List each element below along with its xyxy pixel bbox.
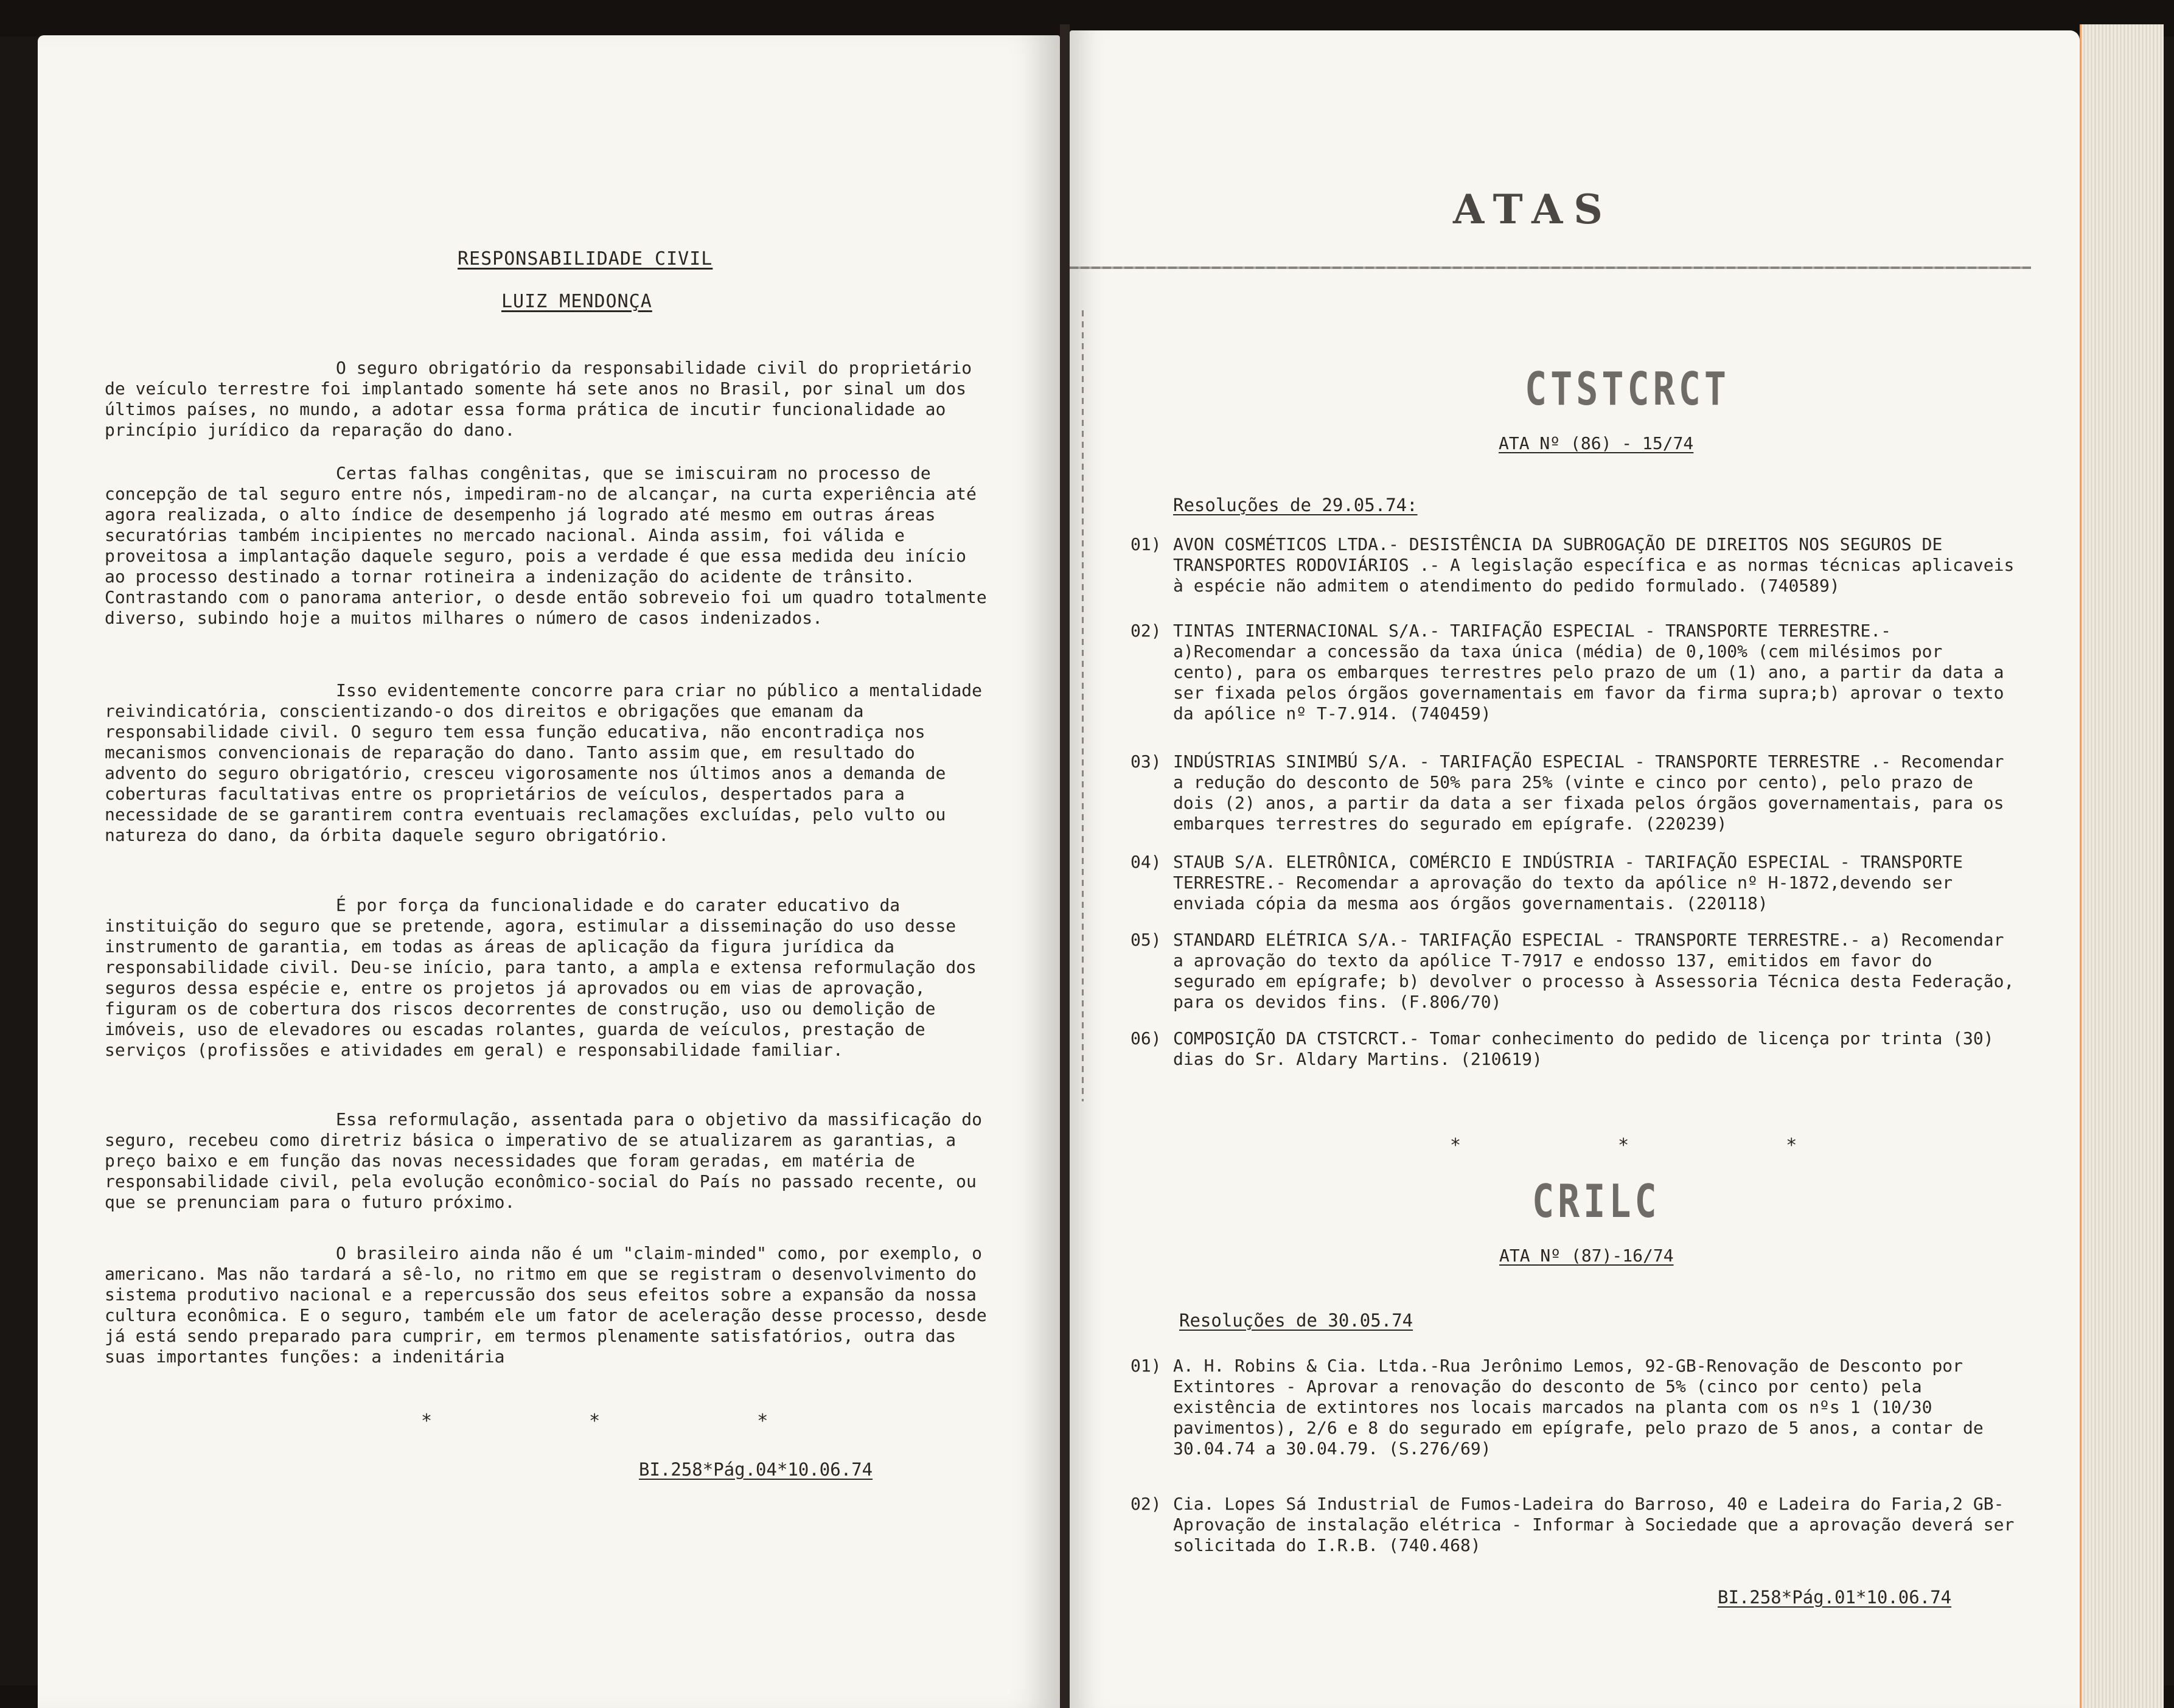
item-number: 03) <box>1131 751 1162 772</box>
separator-stars: * * * <box>421 1410 841 1432</box>
item-text: Cia. Lopes Sá Industrial de Fumos-Ladeira do Barroso, 40 e Ladeira do Faria,2 GB-Aprovação de instalação elétrica - Informar à Sociedade que a aprovação deverá ser solicitada do I.R.B. (740.468) <box>1173 1494 2015 1555</box>
page-footer: BI.258*Pág.01*10.06.74 <box>1718 1587 1952 1608</box>
resolutions-heading: Resoluções de 30.05.74 <box>1179 1310 1413 1331</box>
item-number: 02) <box>1131 1494 1162 1514</box>
book-page-edges <box>2080 24 2164 1708</box>
paragraph-text: Essa reformulação, assentada para o objetivo da massificação do seguro, recebeu como diretriz básica o imperativo de se atualizarem as garantias, a preço baixo e em função das novas necessidades que foram geradas, em matéria de responsabilidade civil, pela evolução econômico-social do País no passado recente, ou que se prenunciam para o futuro próximo. <box>105 1109 983 1212</box>
left-page <box>38 35 1060 1708</box>
paragraph-6 <box>105 1243 987 1367</box>
item-number: 05) <box>1131 930 1162 950</box>
item-text: AVON COSMÉTICOS LTDA.- DESISTÊNCIA DA SUBROGAÇÃO DE DIREITOS NOS SEGUROS DE TRANSPORTES RODOVIÁRIOS .- A legislação específica e as normas técnicas aplicaveis à espécie não admitem o atendimento do pedido formulado. (740589) <box>1173 534 2015 596</box>
paragraph-5 <box>105 1109 987 1213</box>
book-spine <box>1060 24 1070 1708</box>
item-number: 02) <box>1131 621 1162 641</box>
article-title: RESPONSABILIDADE CIVIL <box>458 248 713 270</box>
ata-reference: ATA Nº (87)-16/74 <box>1499 1246 1674 1266</box>
paragraph-3 <box>105 680 987 846</box>
separator-stars: * * * <box>1450 1135 1870 1156</box>
paragraph-text: Certas falhas congênitas, que se imiscuiram no processo de concepção de tal seguro entre nós, impediram-no de alcançar, na curta experiência até agora realizada, o alto índice de desempenho já logrado até mesmo em outras áreas securatórias também incipientes no mercado nacional. Ainda assim, foi válida e proveitosa a implantação daquele seguro, pois a verdade é que essa medida deu início ao processo destinado a tornar rotineira a indenização do acidente de trânsito. Contrastando com o panorama anterior, o desde então sobreveio foi um quadro totalmente diverso, subindo hoje a muitos milhares o número de casos indenizados. <box>105 463 987 628</box>
section-title: CTSTCRCT <box>1525 363 1730 416</box>
paragraph-text: É por força da funcionalidade e do carater educativo da instituição do seguro que se pretende, agora, estimular a disseminação do uso desse instrumento de garantia, em todas as áreas de aplicação da figura jurídica da responsabilidade civil. Deu-se início, para tanto, a ampla e extensa reformulação dos seguros dessa espécie e, entre os projetos já aprovados ou em vias de aprovação, figuram os de cobertura dos riscos decorrentes de construção, uso ou demolição de imóveis, uso de elevadores ou escadas rolantes, guarda de veículos, prestação de serviços (profissões e atividades em geral) e responsabilidade familiar. <box>105 895 977 1060</box>
item-text: STANDARD ELÉTRICA S/A.- TARIFAÇÃO ESPECIAL - TRANSPORTE TERRESTRE.- a) Recomendar a aprovação do texto da apólice T-7917 e endosso 137, emitidos em favor do segurado em epígrafe; b) devolver o processo à Assessoria Técnica desta Federação, para os devidos fins. (F.806/70) <box>1173 930 2015 1012</box>
item-text: TINTAS INTERNACIONAL S/A.- TARIFAÇÃO ESPECIAL - TRANSPORTE TERRESTRE.- a)Recomendar a concessão da taxa única (média) de 0,100% (cem milésimos por cento), para os embarques terrestres pelo prazo de um (1) ano, a partir da data a ser fixada pelos órgãos governamentais em favor da firma supra;b) aprovar o texto da apólice nº T-7.914. (740459) <box>1173 621 2004 723</box>
paragraph-text: O brasileiro ainda não é um "claim-minded" como, por exemplo, o americano. Mas não tardará a sê-lo, no ritmo em que se registram o desenvolvimento do sistema produtivo nacional e a repercussão dos seus efeitos sobre a expansão da nossa cultura econômica. E o seguro, também ele um fator de aceleração desse processo, desde já está sendo preparado para cumprir, em termos plenamente satisfatórios, outra das suas importantes funções: a indenitária <box>105 1243 987 1367</box>
paragraph-text: Isso evidentemente concorre para criar no público a mentalidade reivindicatória, conscientizando-o dos direitos e obrigações que emanam da responsabilidade civil. O seguro tem essa função educativa, não encontradiça nos mecanismos convencionais de reparação do dano. Tanto assim que, em resultado do advento do seguro obrigatório, cresceu vigorosamente nos últimos anos a demanda de coberturas facultativas entre os proprietários de veículos, despertados para a necessidade de se garantirem contra eventuais reclamações excluídas, pelo vulto ou natureza do dano, da órbita daquele seguro obrigatório. <box>105 680 983 845</box>
page-footer: BI.258*Pág.04*10.06.74 <box>639 1459 873 1480</box>
right-page <box>1070 30 2080 1708</box>
item-number: 01) <box>1131 1356 1162 1376</box>
item-number: 01) <box>1131 534 1162 554</box>
resolutions-heading: Resoluções de 29.05.74: <box>1173 495 1418 515</box>
item-text: INDÚSTRIAS SINIMBÚ S/A. - TARIFAÇÃO ESPECIAL - TRANSPORTE TERRESTRE .- Recomendar a redução do desconto de 50% para 25% (vinte e cinco por cento), pelo prazo de dois (2) anos, a partir da data a ser fixada pelos órgãos governamentais, para os embarques terrestres do segurado em epígrafe. (220239) <box>1173 751 2004 834</box>
margin-bracket <box>1082 310 1084 1101</box>
item-text: COMPOSIÇÃO DA CTSTCRCT.- Tomar conhecimento do pedido de licença por trinta (30) dias do Sr. Aldary Martins. (210619) <box>1173 1028 1994 1069</box>
ata-reference: ATA Nº (86) - 15/74 <box>1499 433 1694 453</box>
paragraph-1 <box>105 358 987 441</box>
item-number: 06) <box>1131 1028 1162 1048</box>
item-text: STAUB S/A. ELETRÔNICA, COMÉRCIO E INDÚSTRIA - TARIFAÇÃO ESPECIAL - TRANSPORTE TERRESTRE.- Recomendar a aprovação do texto da apólice nº H-1872,devendo ser enviada cópia da mesma aos órgãos governamentais. (220118) <box>1173 852 1963 913</box>
paragraph-4 <box>105 895 987 1061</box>
section-title: CRILC <box>1532 1175 1660 1229</box>
item-text: A. H. Robins & Cia. Ltda.-Rua Jerônimo Lemos, 92-GB-Renovação de Desconto por Extintores - Aprovar a renovação do desconto de 5% (cinco por cento) pela existência de extintores nos locais marcados na planta com os nºs 1 (10/30 pavimentos), 2/6 e 8 do segurado em epígrafe, pelo prazo de 5 anos, a contar de 30.04.74 a 30.04.79. (S.276/69) <box>1173 1356 1984 1459</box>
page-heading: ATAS <box>1453 186 1614 233</box>
heading-rule <box>1070 267 2031 269</box>
paragraph-text: O seguro obrigatório da responsabilidade civil do proprietário de veículo terrestre foi implantado somente há sete anos no Brasil, por sinal um dos últimos países, no mundo, a adotar essa forma prática de incutir funcionalidade ao princípio jurídico da reparação do dano. <box>105 358 972 440</box>
item-number: 04) <box>1131 852 1162 872</box>
article-author: LUIZ MENDONÇA <box>501 291 652 312</box>
paragraph-2 <box>105 463 987 629</box>
